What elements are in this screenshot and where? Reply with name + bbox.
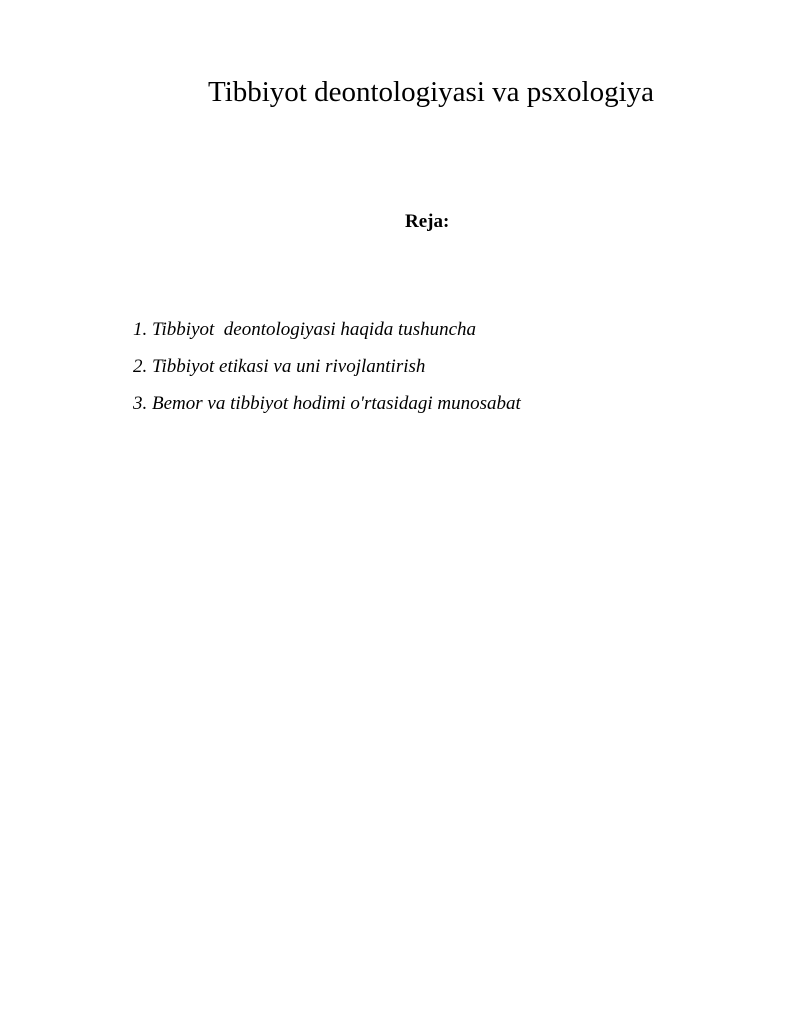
document-title: Tibbiyot deontologiyasi va psxologiya [208,76,655,108]
plan-item: 1. Tibbiyot deontologiyasi haqida tushuncha [133,319,477,340]
plan-list [133,318,521,429]
plan-heading: Reja: [405,211,450,232]
plan-item: 3. Bemor va tibbiyot hodimi o'rtasidagi munosabat [133,393,521,414]
plan-item: 2. Tibbiyot etikasi va uni rivojlantirish [133,356,426,377]
